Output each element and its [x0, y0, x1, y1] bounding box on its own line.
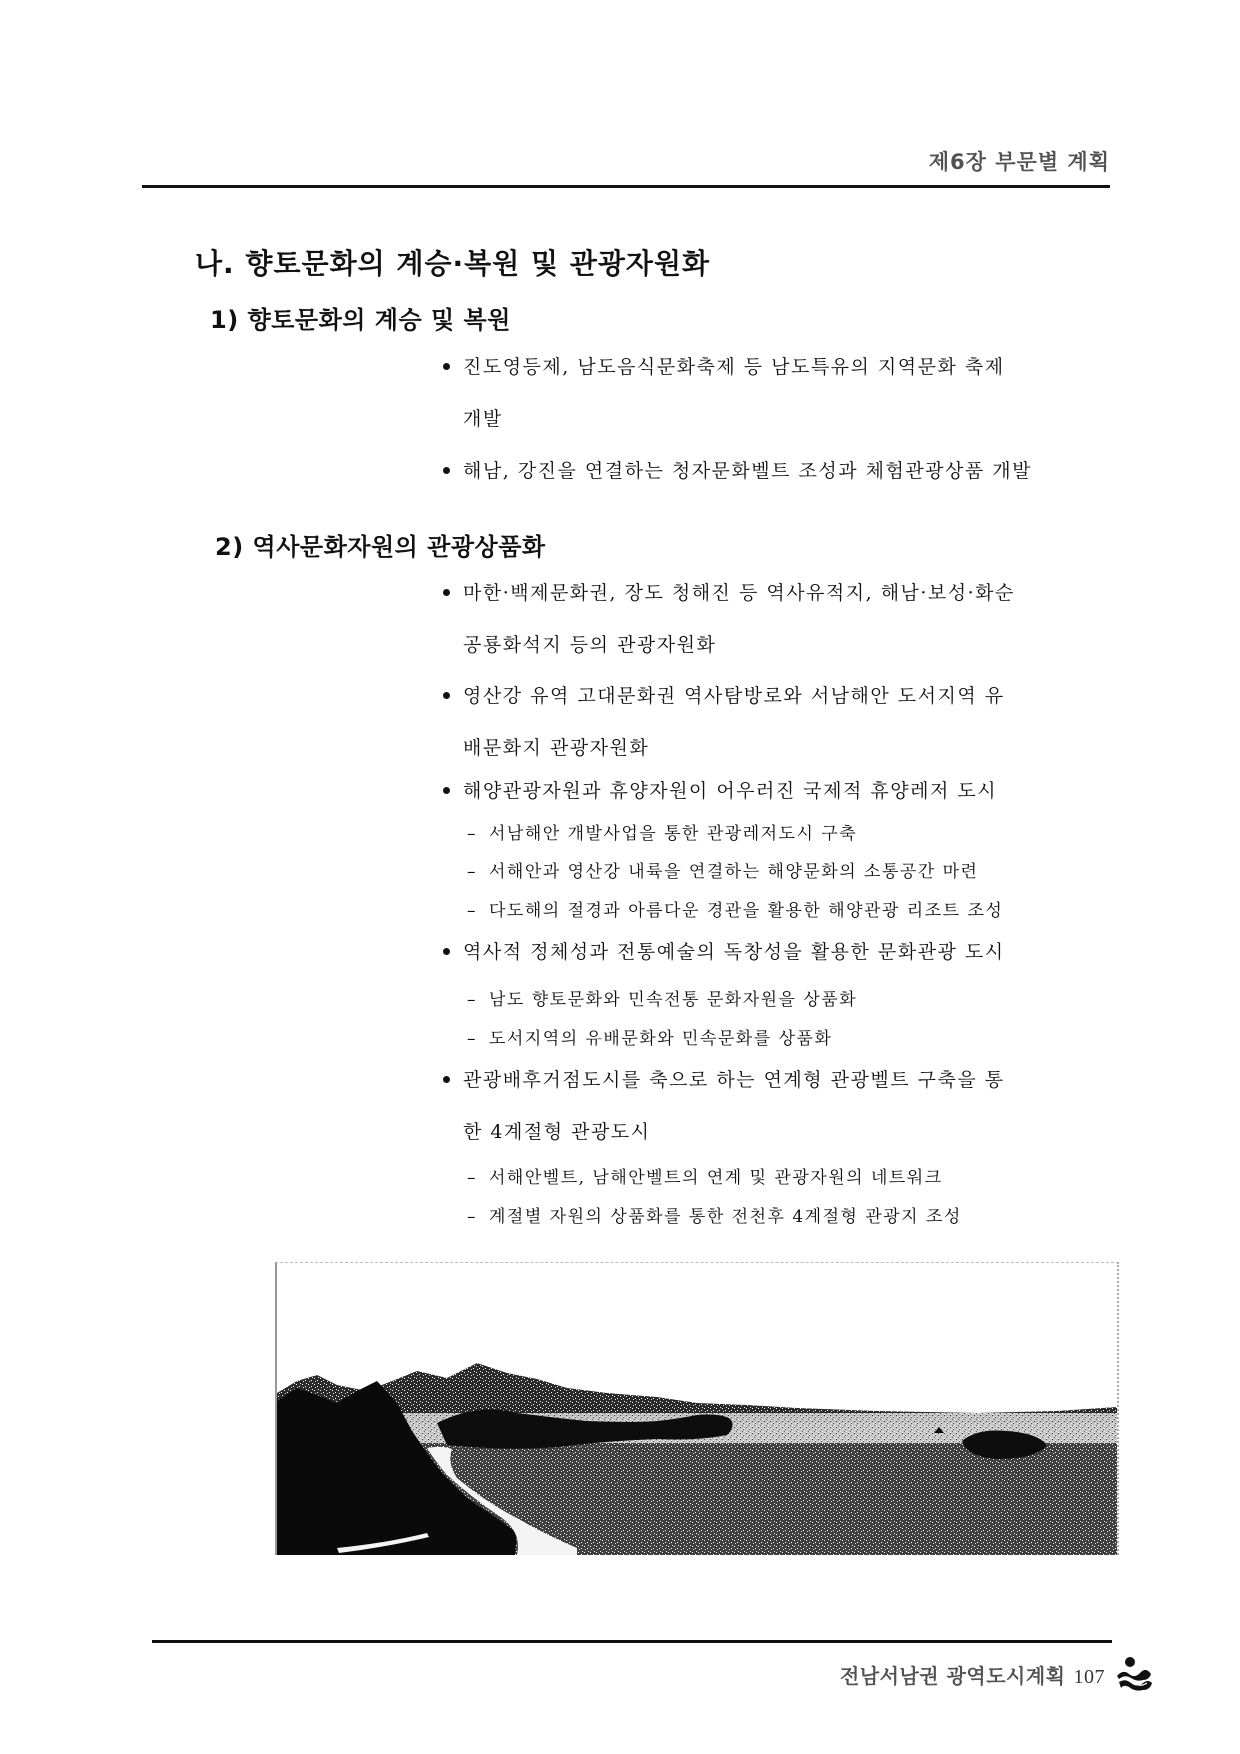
dash-icon: –: [467, 824, 477, 844]
list-item: 진도영등제, 남도음식문화축제 등 남도특유의 지역문화 축제: [443, 352, 1005, 379]
dash-icon: –: [467, 862, 477, 882]
coastal-landscape-photo: [275, 1262, 1119, 1555]
bullet-icon: [443, 1076, 450, 1083]
list-item: 관광배후거점도시를 축으로 하는 연계형 관광벨트 구축을 통: [443, 1065, 1005, 1092]
sub-list-item: – 남도 향토문화와 민속전통 문화자원을 상품화: [467, 990, 858, 1010]
page-number: 107: [1073, 1666, 1105, 1688]
bullet-icon: [443, 589, 450, 596]
footer-rule: [152, 1640, 1112, 1643]
list-item: 역사적 정체성과 전통예술의 독창성을 활용한 문화관광 도시: [443, 937, 1005, 964]
bullet-icon: [443, 787, 450, 794]
sub-list-item: – 서해안벨트, 남해안벨트의 연계 및 관광자원의 네트워크: [467, 1168, 943, 1188]
sub-list-item: – 계절별 자원의 상품화를 통한 전천후 4계절형 관광지 조성: [467, 1207, 962, 1227]
list-item: 마한·백제문화권, 장도 청해진 등 역사유적지, 해남·보성·화순: [443, 578, 1015, 605]
bullet-icon: [443, 363, 450, 370]
dash-icon: –: [467, 1207, 477, 1227]
list-item: 해양관광자원과 휴양자원이 어우러진 국제적 휴양레저 도시: [443, 776, 997, 803]
bullet-icon: [443, 467, 450, 474]
dash-icon: –: [467, 901, 477, 921]
bullet-icon: [443, 692, 450, 699]
dash-icon: –: [467, 990, 477, 1010]
list-item-continuation: 개발: [463, 408, 503, 430]
list-item-continuation: 한 4계절형 관광도시: [463, 1121, 651, 1143]
bullet-icon: [443, 948, 450, 955]
wave-logo-icon: [1113, 1652, 1155, 1694]
sub-list-item: – 서해안과 영산강 내륙을 연결하는 해양문화의 소통공간 마련: [467, 862, 979, 882]
running-head: 제6장 부문별 계획: [928, 150, 1110, 174]
sub-list-item: – 다도해의 절경과 아름다운 경관을 활용한 해양관광 리조트 조성: [467, 901, 1004, 921]
sub-list-item: – 서남해안 개발사업을 통한 관광레저도시 구축: [467, 824, 858, 844]
list-item: 해남, 강진을 연결하는 청자문화벨트 조성과 체험관광상품 개발: [443, 456, 1032, 483]
dash-icon: –: [467, 1029, 477, 1049]
footer-title: 전남서남권 광역도시계획: [840, 1664, 1066, 1688]
subsection-1-title: 1) 향토문화의 계승 및 복원: [210, 306, 511, 334]
sub-list-item: – 도서지역의 유배문화와 민속문화를 상품화: [467, 1029, 833, 1049]
footer: [840, 1660, 1105, 1689]
header-rule: [142, 185, 1110, 188]
dash-icon: –: [467, 1168, 477, 1188]
list-item-continuation: 배문화지 관광자원화: [463, 737, 650, 759]
subsection-2-title: 2) 역사문화자원의 관광상품화: [215, 533, 546, 561]
section-title: 나. 향토문화의 계승·복원 및 관광자원화: [195, 247, 711, 280]
photo-image: [277, 1263, 1117, 1555]
list-item-continuation: 공룡화석지 등의 관광자원화: [463, 634, 717, 656]
list-item: 영산강 유역 고대문화권 역사탐방로와 서남해안 도서지역 유: [443, 681, 1005, 708]
